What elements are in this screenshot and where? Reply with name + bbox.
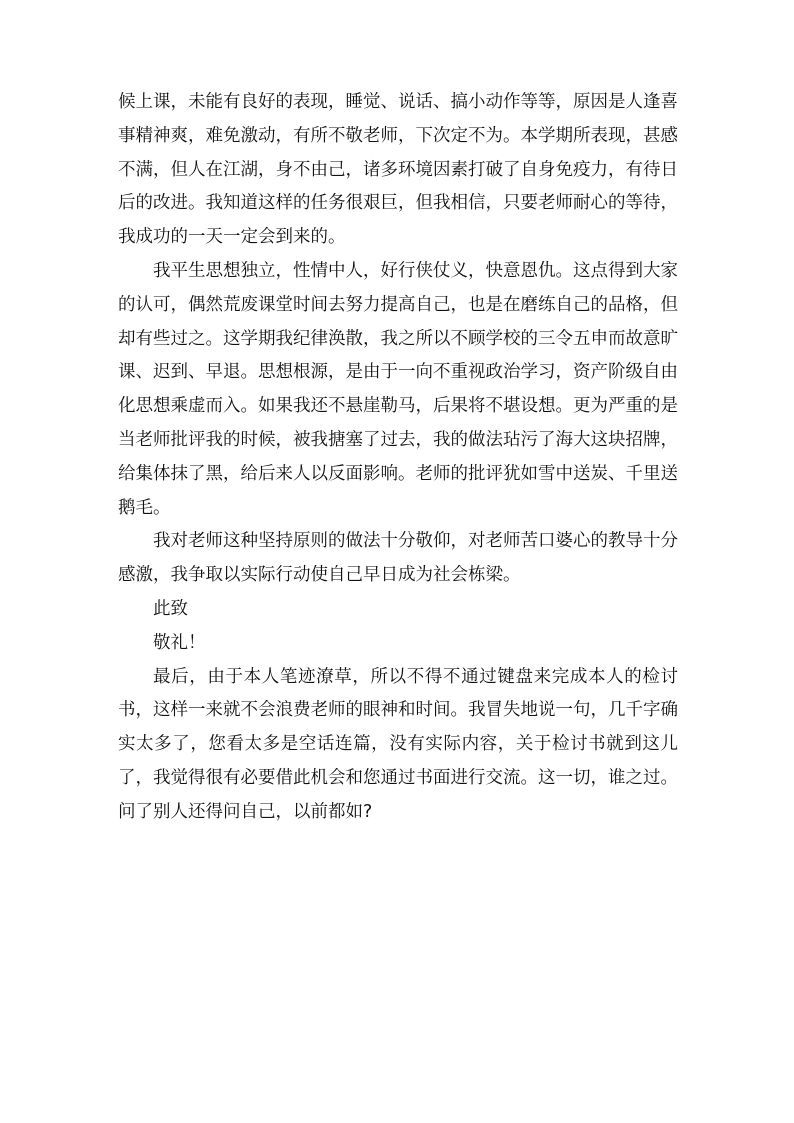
paragraph-gratitude: 我对老师这种坚持原则的做法十分敬仰，对老师苦口婆心的教导十分感激，我争取以实际行动使自己早日成为社会栋梁。 (118, 531, 678, 586)
paragraph-character: 我平生思想独立，性情中人，好行侠仗义，快意恩仇。这点得到大家的认可，偶然荒废课堂时间去努力提高自己，也是在磨练自己的品格，但却有些过之。这学期我纪律涣散，我之所以不顾学校的三令五申而故意旷课、迟到、早退。思想根源，是由于一向不重视政治学习，资产阶级自由化思想乘虚而入。如果我还不悬崖勒马，后果将不堪设想。更为严重的是当老师批评我的时候，被我搪塞了过去，我的做法玷污了海大这块招牌，给集体抹了黑，给后来人以反面影响。老师的批评犹如雪中送炭、千里送鹅毛。 (118, 260, 678, 518)
paragraph-continuation: 候上课，未能有良好的表现，睡觉、说话、搞小动作等等，原因是人逢喜事精神爽，难免激动，有所不敬老师，下次定不为。本学期所表现，甚感不满，但人在江湖，身不由己，诸多环境因素打破了自身免疫力，有待日后的改进。我知道这样的任务很艰巨，但我相信，只要老师耐心的等待，我成功的一天一定会到来的。 (118, 92, 678, 248)
paragraph-postscript: 最后，由于本人笔迹潦草，所以不得不通过键盘来完成本人的检讨书，这样一来就不会浪费老师的眼神和时间。我冒失地说一句，几千字确实太多了，您看太多是空话连篇，没有实际内容，关于检讨书就到这儿了，我觉得很有必要借此机会和您通过书面进行交流。这一切，谁之过。问了别人还得问自己，以前都如? (118, 666, 678, 822)
closing-salutation: 此致 (153, 598, 188, 619)
closing-regards: 敬礼！ (153, 632, 206, 653)
document-page (118, 86, 678, 830)
